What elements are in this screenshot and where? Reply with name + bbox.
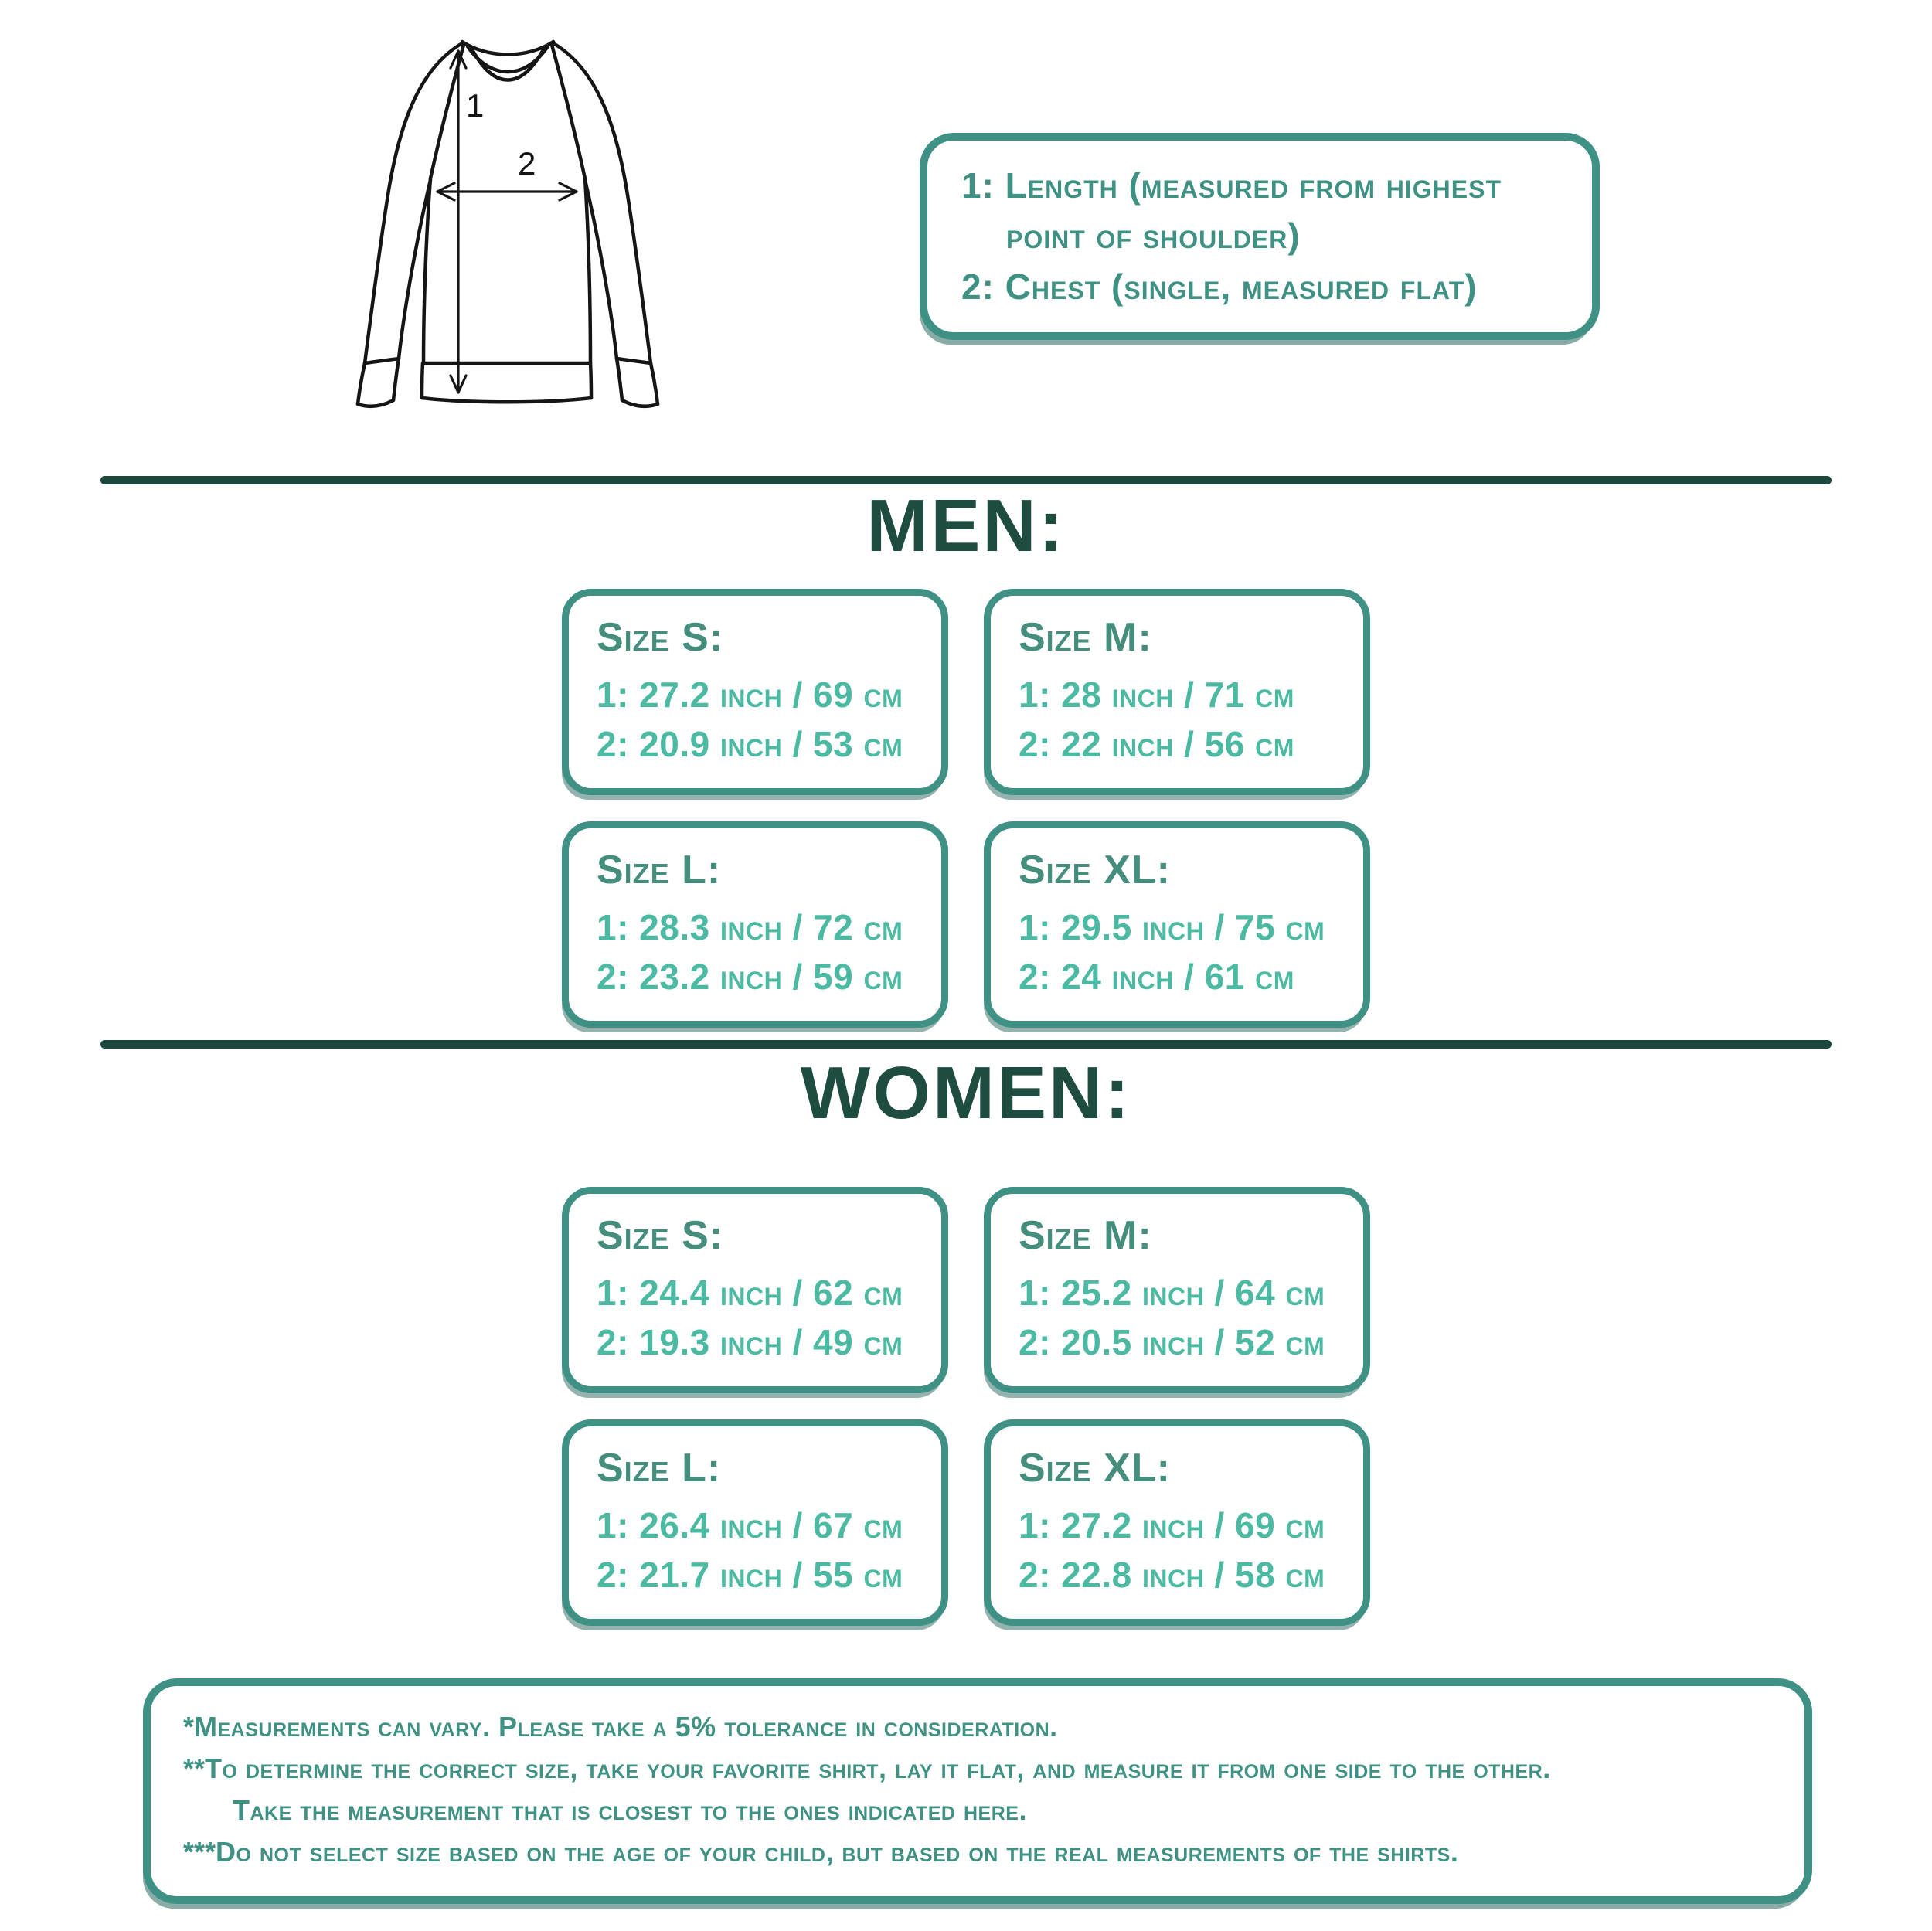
footnotes-box (143, 1678, 1812, 1904)
footnote-marker: *** (183, 1836, 216, 1868)
length-marker-label: 1 (466, 87, 485, 124)
legend-line: point of shoulder) (1006, 216, 1301, 257)
measurement-legend-box (920, 133, 1600, 340)
footnote-text: Do not select size based on the age of your child, but based on the real measurements of the shirts. (216, 1836, 1459, 1868)
length-measurement: 1: 27.2 inch / 69 cm (1019, 1504, 1325, 1545)
footnote-text: Measurements can vary. Please take a 5% tolerance in consideration. (194, 1711, 1058, 1742)
women-size-grid (562, 1187, 1370, 1626)
women-size-xl-card (984, 1419, 1370, 1626)
footnote (183, 1706, 1772, 1748)
length-measurement: 1: 26.4 inch / 67 cm (597, 1504, 903, 1545)
footnote-marker: ** (183, 1753, 206, 1784)
chest-marker-label: 2 (518, 145, 536, 182)
men-size-s-card (562, 589, 948, 795)
length-arrow (451, 51, 466, 393)
chest-measurement: 2: 20.5 inch / 52 cm (1019, 1322, 1325, 1363)
women-size-m-card (984, 1187, 1370, 1393)
chest-measurement: 2: 21.7 inch / 55 cm (597, 1555, 903, 1596)
size-label: Size S: (597, 1213, 724, 1258)
section-divider (100, 1040, 1832, 1049)
footnote (183, 1831, 1772, 1873)
women-heading: WOMEN: (800, 1052, 1132, 1134)
size-label: Size S: (597, 615, 724, 660)
men-size-l-card (562, 821, 948, 1028)
women-size-l-card (562, 1419, 948, 1626)
length-measurement: 1: 28 inch / 71 cm (1019, 675, 1294, 715)
chest-measurement: 2: 19.3 inch / 49 cm (597, 1322, 903, 1363)
length-measurement: 1: 27.2 inch / 69 cm (597, 675, 903, 715)
chest-measurement: 2: 23.2 inch / 59 cm (597, 957, 903, 998)
legend-line: 1: Length (measured from highest (961, 165, 1502, 206)
size-label: Size L: (597, 1445, 722, 1491)
chest-measurement: 2: 20.9 inch / 53 cm (597, 724, 903, 765)
footnote-marker: * (183, 1711, 195, 1742)
men-size-m-card (984, 589, 1370, 795)
size-label: Size XL: (1019, 1445, 1171, 1491)
legend-line: 2: Chest (single, measured flat) (961, 266, 1478, 307)
footnote-text: To determine the correct size, take your favorite shirt, lay it flat, and measure it from one side to the other. (205, 1753, 1551, 1784)
size-label: Size L: (597, 847, 722, 892)
chest-measurement: 2: 22 inch / 56 cm (1019, 724, 1294, 765)
length-measurement: 1: 29.5 inch / 75 cm (1019, 906, 1325, 947)
men-size-grid (562, 589, 1370, 1028)
footnote (183, 1748, 1772, 1790)
chest-measurement: 2: 22.8 inch / 58 cm (1019, 1555, 1325, 1596)
size-label: Size M: (1019, 1213, 1152, 1258)
women-size-s-card (562, 1187, 948, 1393)
shirt-outline (358, 42, 658, 406)
length-measurement: 1: 25.2 inch / 64 cm (1019, 1273, 1325, 1313)
size-label: Size M: (1019, 615, 1152, 660)
men-heading: MEN: (866, 484, 1066, 567)
length-measurement: 1: 24.4 inch / 62 cm (597, 1273, 903, 1313)
men-size-xl-card (984, 821, 1370, 1028)
length-measurement: 1: 28.3 inch / 72 cm (597, 906, 903, 947)
chest-measurement: 2: 24 inch / 61 cm (1019, 957, 1294, 998)
footnote-continuation: Take the measurement that is closest to the ones indicated here. (233, 1794, 1027, 1826)
size-label: Size XL: (1019, 847, 1171, 892)
shirt-diagram (332, 14, 781, 435)
